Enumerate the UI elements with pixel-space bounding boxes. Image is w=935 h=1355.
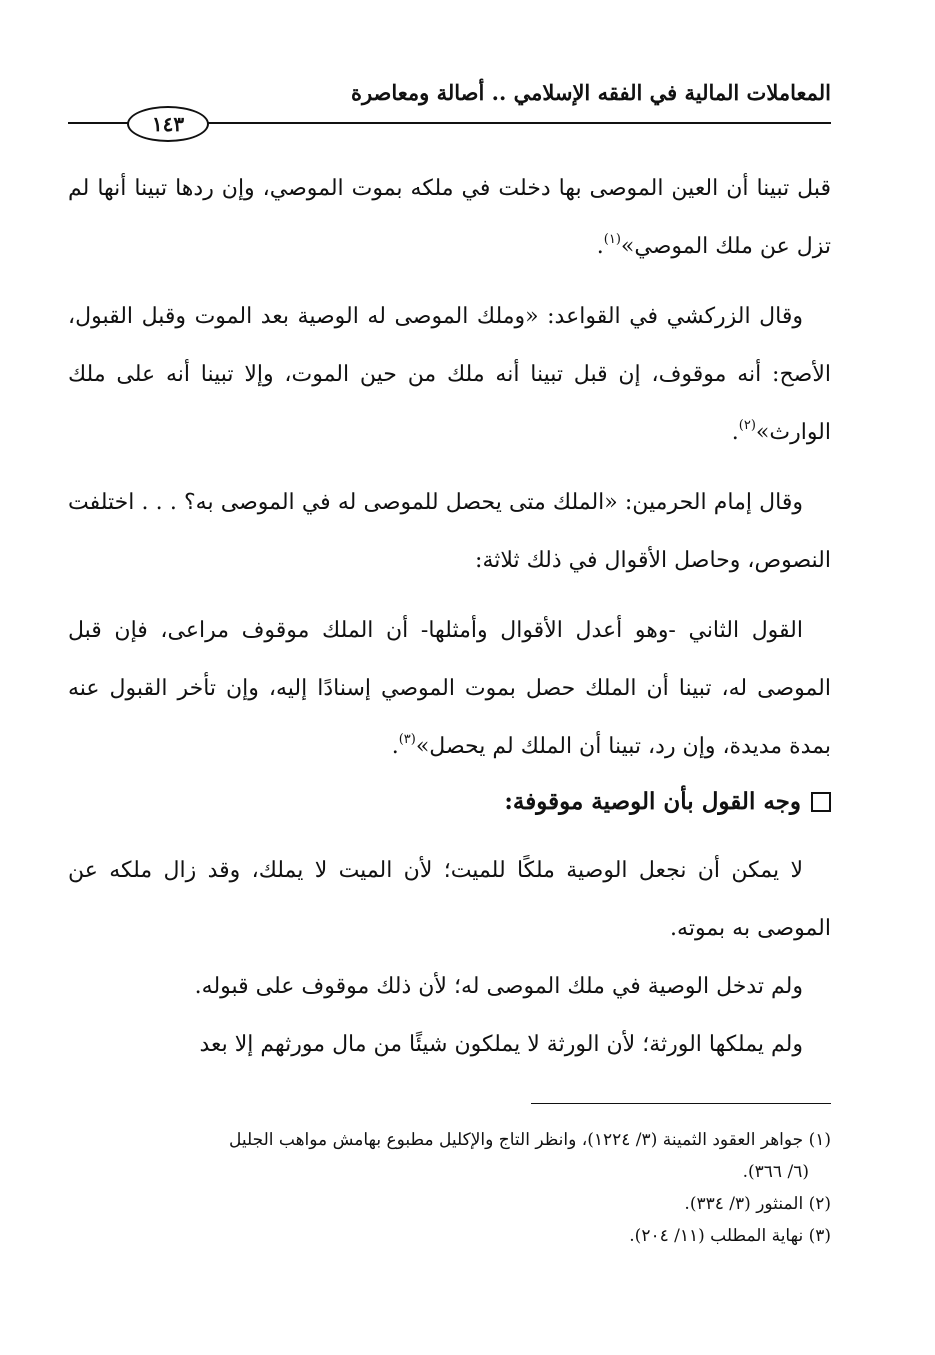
footnote-2: (٢) المنثور (٣/ ٣٣٤). (684, 1194, 831, 1214)
paragraph-7: ولم يملكها الورثة؛ لأن الورثة لا يملكون شيئًا من مال مورثهم إلا بعد (199, 1032, 803, 1057)
paragraph-1: قبل تبينا أن العين الموصى بها دخلت في ملكه بموت الموصي، وإن ردها تبينا أنها لم تزل عن ملك الموصي»$^{(١)}$. (68, 176, 831, 259)
square-bullet-icon (811, 792, 831, 812)
paragraph-4: القول الثاني -وهو أعدل الأقوال وأمثلها- أن الملك موقوف مراعى، فإن قبل الموصى له، تبينا أن الملك حصل بموت الموصي إسنادًا إليه، وإن تأخر القبول عنه بمدة مديدة، وإن رد، تبينا أن الملك لم يحصل»$^{(٣)}$. (68, 618, 831, 759)
body-text-lower (68, 842, 831, 1074)
footnote-1-continuation: (٦/ ٣٦٦). (742, 1162, 809, 1182)
section-heading: وجه القول بأن الوصية موقوفة: (504, 788, 831, 815)
footnote-3: (٣) نهاية المطلب (١١/ ٢٠٤). (629, 1226, 831, 1246)
paragraph-5: لا يمكن أن نجعل الوصية ملكًا للميت؛ لأن الميت لا يملك، وقد زال ملكه عن الموصى به بموته. (68, 858, 831, 941)
running-title: المعاملات المالية في الفقه الإسلامي .. أصالة ومعاصرة (350, 80, 831, 105)
footnote-ref-2: (٢) (738, 418, 756, 433)
footnotes (68, 1124, 831, 1252)
page-number: ١٤٣ (127, 106, 209, 142)
footnote-ref-3: (٣) (398, 732, 416, 747)
footnote-rule (531, 1103, 831, 1104)
footnote-1: (١) جواهر العقود الثمينة (٣/ ١٢٢٤)، وانظر التاج والإكليل مطبوع بهامش مواهب الجليل (228, 1130, 831, 1150)
body-text-upper (68, 160, 831, 776)
footnote-ref-1: (١) (603, 232, 621, 247)
paragraph-3: وقال إمام الحرمين: «الملك متى يحصل للموصى له في الموصى به؟ . . . اختلفت النصوص، وحاصل الأقوال في ذلك ثلاثة: (68, 490, 831, 573)
paragraph-6: ولم تدخل الوصية في ملك الموصى له؛ لأن ذلك موقوف على قبوله. (194, 974, 803, 999)
paragraph-2: وقال الزركشي في القواعد: «وملك الموصى له الوصية بعد الموت وقبل القبول، الأصح: أنه موقوف، إن قبل تبينا أنه ملك من حين الموت، وإلا تبينا أنه على ملك الوارث»$^{(٢)}$. (68, 304, 831, 445)
